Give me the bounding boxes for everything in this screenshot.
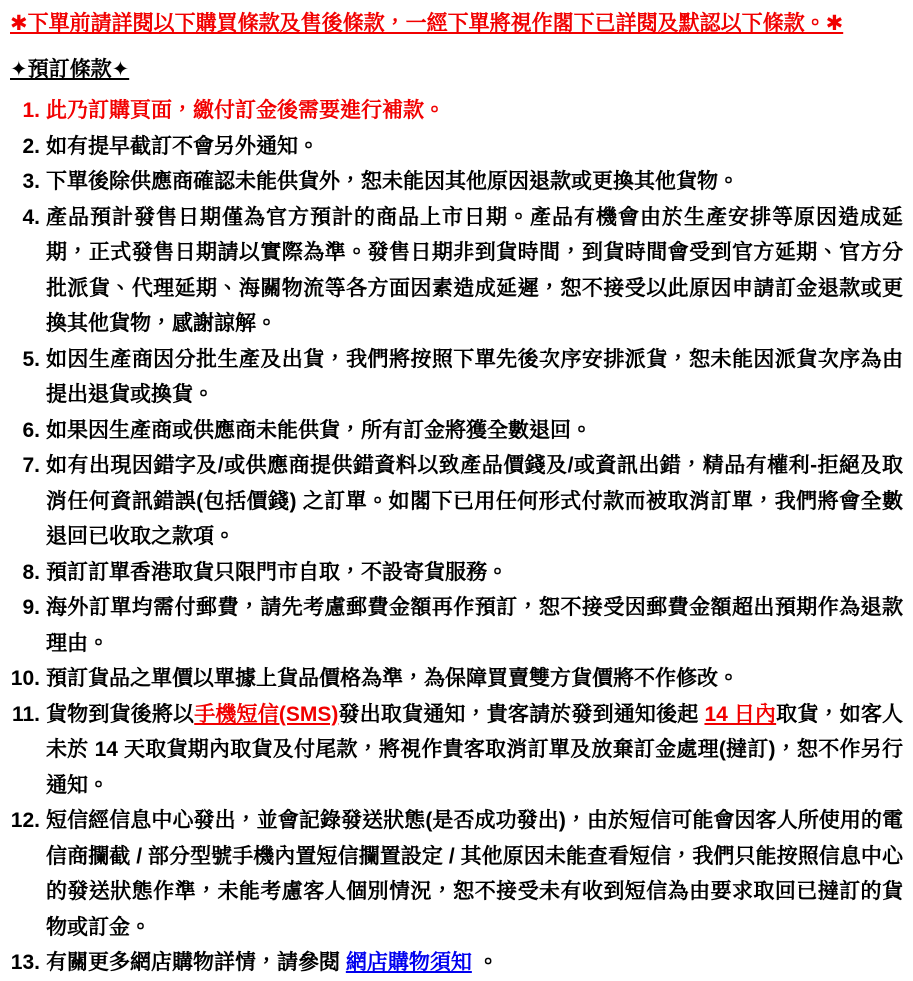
term-segment: 有關更多網店購物詳情，請參閱 [46,951,346,974]
term-number: 5. [22,347,40,371]
term-item-11 [10,697,903,804]
store-shopping-notice-link[interactable]: 網店購物須知 [345,951,472,974]
term-segment: 短信經信息中心發出，並會記錄發送狀態(是否成功發出)，由於短信可能會因客人所使用的電信商攔截 / 部分型號手機內置短信攔置設定 / 其他原因未能查看短信，我們只能按照信息中心的發送狀態作準，未能考慮客人個別情況，恕不接受未有收到短信為由要求取回已撻訂的貨物或訂金。 [46,809,903,939]
term-number: 12. [10,809,40,832]
preorder-terms-heading: ✦預訂條款✦ [10,57,130,81]
term-item-1 [10,93,903,129]
term-item-12 [10,803,903,945]
term-segment: 下單後除供應商確認未能供貨外，恕未能因其他原因退款或更換其他貨物。 [46,170,739,193]
term-segment: 海外訂單均需付郵費，請先考慮郵費金額再作預訂，恕不接受因郵費金額超出預期作為退款理由。 [46,596,903,655]
term-number: 6. [22,418,40,442]
terms-list [10,93,903,981]
term-item-8 [10,555,903,591]
term-text [46,164,903,200]
term-text [46,697,903,804]
term-segment: 預訂訂單香港取貨只限門市自取，不設寄貨服務。 [46,560,508,584]
term-text [46,448,903,555]
term-text [46,413,903,449]
term-number: 7. [22,454,40,477]
term-item-13 [10,945,903,981]
term-segment: 。 [471,951,499,974]
term-segment: 貨物到貨後將以 [46,702,195,726]
sms-notice-highlight: 手機短信(SMS) [194,702,339,726]
term-text [46,661,903,697]
term-text [46,803,903,945]
term-item-7 [10,448,903,555]
term-number: 3. [22,170,40,193]
term-text [46,200,903,342]
term-number: 13. [10,951,40,974]
term-number: 4. [22,205,40,229]
term-segment: 此乃訂購頁面，繳付訂金後需要進行補款。 [46,99,445,122]
term-segment: 發出取貨通知，貴客請於發到通知後起 [338,702,705,726]
pickup-deadline-highlight: 14 日內 [704,702,777,726]
term-number: 9. [22,596,40,619]
term-item-6 [10,413,903,449]
term-item-9 [10,590,903,661]
term-segment: 如因生產商因分批生產及出貨，我們將按照下單先後次序安排派貨，恕未能因派貨次序為由提出退貨或換貨。 [46,347,903,406]
term-text [46,945,903,981]
term-text [46,129,903,165]
term-number: 8. [22,560,40,584]
term-segment: 產品預計發售日期僅為官方預計的商品上市日期。產品有機會由於生產安排等原因造成延期，正式發售日期請以實際為準。發售日期非到貨時間，到貨時間會受到官方延期、官方分批派貨、代理延期、海關物流等各方面因素造成延遲，恕不接受以此原因申請訂金退款或更換其他貨物，感謝諒解。 [46,205,903,335]
term-item-2 [10,129,903,165]
term-item-3 [10,164,903,200]
term-number: 2. [22,134,40,158]
term-item-4 [10,200,903,342]
term-text [46,93,903,129]
term-number: 11. [11,702,40,726]
term-text [46,555,903,591]
term-number: 1. [22,99,40,122]
term-segment: 取貨，如客人未於 14 天取貨期內取貨及付尾款，將視作貴客取消訂單及放棄訂金處理(撻訂)，恕不作另行通知。 [46,702,904,797]
term-text [46,590,903,661]
term-segment: 預訂貨品之單價以單據上貨品價格為準，為保障買賣雙方貨價將不作修改。 [46,667,739,690]
term-item-5 [10,342,903,413]
term-segment: 如果因生產商或供應商未能供貨，所有訂金將獲全數退回。 [46,418,592,442]
term-number: 10. [10,667,40,690]
term-item-10 [10,661,903,697]
term-segment: 如有提早截訂不會另外通知。 [46,134,319,158]
term-segment: 如有出現因錯字及/或供應商提供錯資料以致產品價錢及/或資訊出錯，精品有權利-拒絕及取消任何資訊錯誤(包括價錢) 之訂單。如閣下已用任何形式付款而被取消訂單，我們將會全數退回已收取之款項。 [46,454,903,548]
purchase-terms-warning: ✱下單前請詳閱以下購買條款及售後條款，一經下單將視作閣下已詳閱及默認以下條款。✱ [10,12,844,35]
term-text [46,342,903,413]
